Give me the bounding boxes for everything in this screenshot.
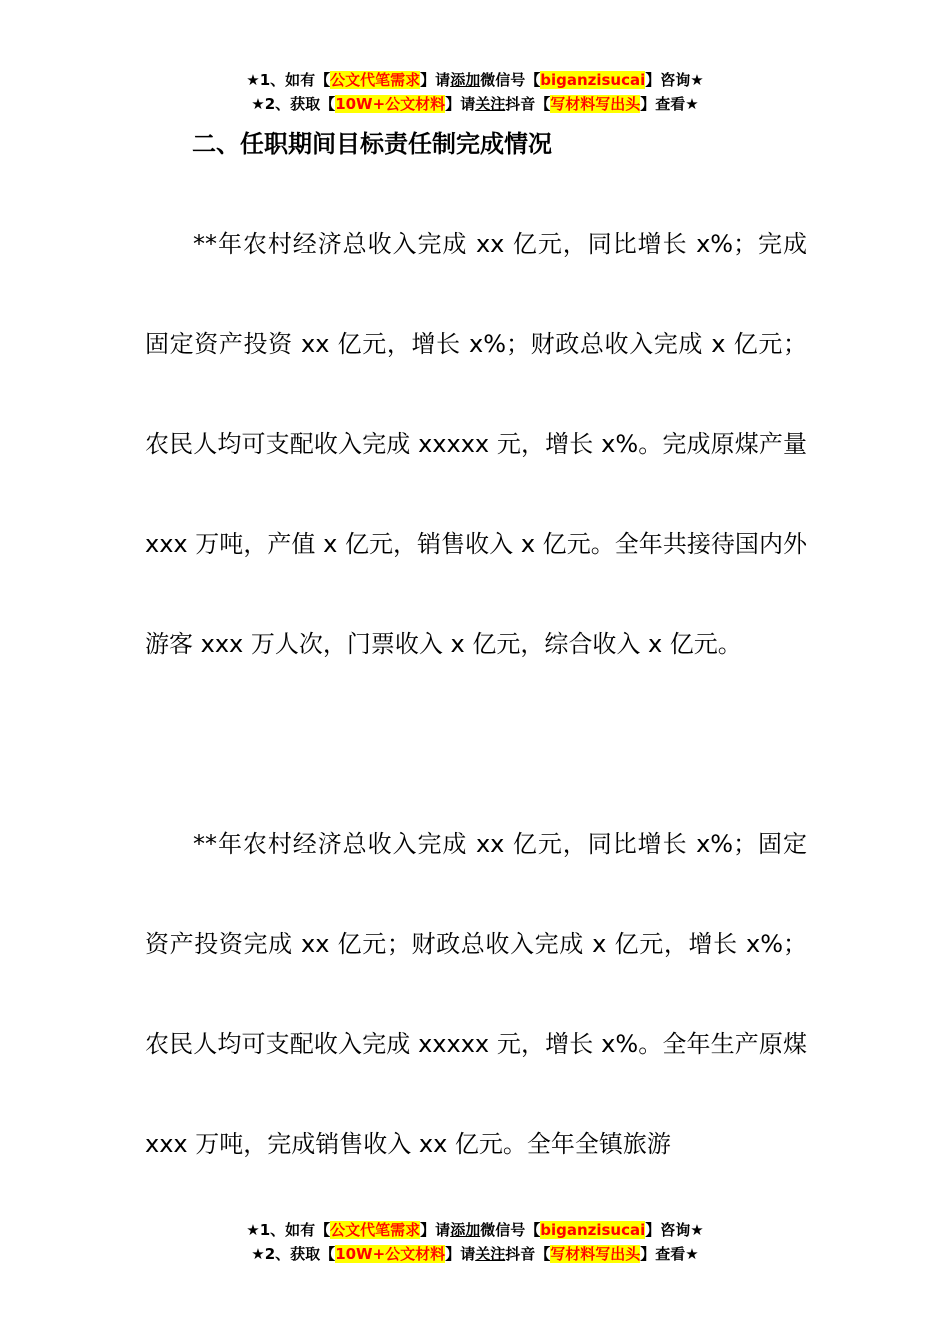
highlight-wechat-id: biganzisucai	[540, 1221, 646, 1239]
banner-line-1: ★1、如有【公文代笔需求】请添加微信号【biganzisucai】咨询★	[246, 71, 704, 89]
highlight-service: 公文代笔需求	[330, 1221, 421, 1239]
highlight-service: 公文代笔需求	[330, 71, 421, 89]
body-paragraph: **年农村经济总收入完成 xx 亿元，同比增长 x%；完成固定资产投资 xx 亿元，增长 x%；财政总收入完成 x 亿元；农民人均可支配收入完成 xxxxx 元，增长 x%。完成原煤产量 xxx 万吨，产值 x 亿元，销售收入 x 亿元。全年共接待国内外游客 xxx 万人次，门票收入 x 亿元，综合收入 x 亿元。	[145, 230, 807, 658]
footer-banner	[0, 1218, 950, 1266]
banner-line-1: ★1、如有【公文代笔需求】请添加微信号【biganzisucai】咨询★	[246, 1221, 704, 1239]
highlight-materials: 10W+公文材料	[335, 1245, 446, 1263]
highlight-wechat-id: biganzisucai	[540, 71, 646, 89]
header-banner	[0, 68, 950, 116]
highlight-materials: 10W+公文材料	[335, 95, 446, 113]
body-paragraph: **年农村经济总收入完成 xx 亿元，同比增长 x%；固定资产投资完成 xx 亿元；财政总收入完成 x 亿元，增长 x%；农民人均可支配收入完成 xxxxx 元，增长 x%。全年生产原煤 xxx 万吨，完成销售收入 xx 亿元。全年全镇旅游	[145, 830, 807, 1158]
highlight-douyin-account: 写材料写出头	[550, 1245, 641, 1263]
highlight-douyin-account: 写材料写出头	[550, 95, 641, 113]
banner-line-2: ★2、获取【10W+公文材料】请关注抖音【写材料写出头】查看★	[251, 95, 699, 113]
banner-line-2: ★2、获取【10W+公文材料】请关注抖音【写材料写出头】查看★	[251, 1245, 699, 1263]
section-heading: 二、任职期间目标责任制完成情况	[192, 130, 552, 158]
